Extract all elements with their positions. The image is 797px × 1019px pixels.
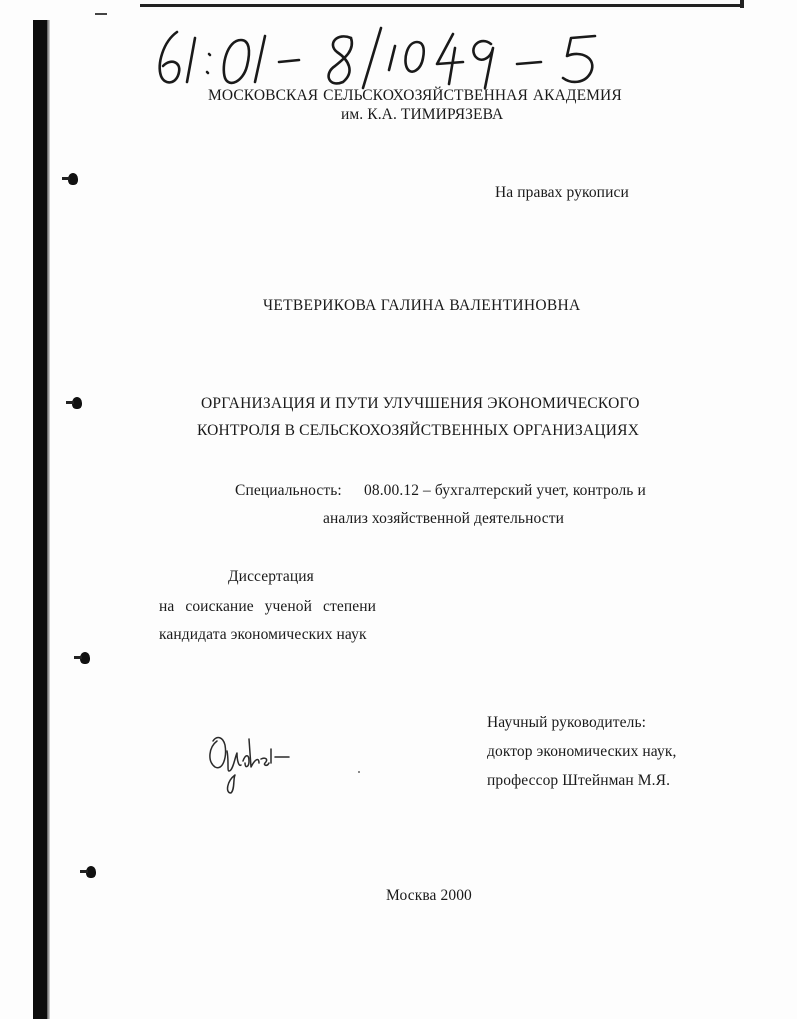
handwritten-registry-number xyxy=(155,26,605,90)
scan-corner-mark xyxy=(740,0,744,8)
dissertation-title-line-2: КОНТРОЛЯ В СЕЛЬСКОХОЗЯЙСТВЕННЫХ ОРГАНИЗАЦИЯХ xyxy=(197,422,640,439)
supervisor-label: Научный руководитель: xyxy=(487,714,647,731)
dissertation-purpose-line-1: на соискание ученой степени xyxy=(159,598,377,615)
scan-edge-gradient xyxy=(47,20,50,1019)
handwritten-signature xyxy=(205,727,295,797)
scan-top-mark xyxy=(95,13,107,15)
scan-speck xyxy=(358,771,360,773)
city-and-year: Москва 2000 xyxy=(386,887,472,904)
manuscript-note: На правах рукописи xyxy=(495,184,629,201)
binding-hole-mark xyxy=(80,652,90,664)
academy-named-after: им. К.А. ТИМИРЯЗЕВА xyxy=(341,106,504,123)
dissertation-purpose-line-2: кандидата экономических наук xyxy=(159,626,367,643)
binding-hole-mark xyxy=(68,173,78,185)
specialty-value-line-2: анализ хозяйственной деятельности xyxy=(323,510,564,527)
specialty-label: Специальность: xyxy=(235,482,342,499)
academy-name: МОСКОВСКАЯ СЕЛЬСКОХОЗЯЙСТВЕННАЯ АКАДЕМИЯ xyxy=(208,87,622,104)
specialty-value-line-1: 08.00.12 – бухгалтерский учет, контроль и xyxy=(364,482,646,499)
author-name: ЧЕТВЕРИКОВА ГАЛИНА ВАЛЕНТИНОВНА xyxy=(263,297,581,314)
binding-hole-mark xyxy=(72,397,82,409)
supervisor-degree: доктор экономических наук, xyxy=(487,743,677,760)
supervisor-name: профессор Штейнман М.Я. xyxy=(487,772,671,789)
dissertation-title-line-1: ОРГАНИЗАЦИЯ И ПУТИ УЛУЧШЕНИЯ ЭКОНОМИЧЕСКОГО xyxy=(201,395,640,412)
scan-edge-shadow xyxy=(33,20,47,1019)
binding-hole-mark xyxy=(86,866,96,878)
scan-top-line xyxy=(140,4,740,7)
dissertation-type: Диссертация xyxy=(228,568,314,585)
